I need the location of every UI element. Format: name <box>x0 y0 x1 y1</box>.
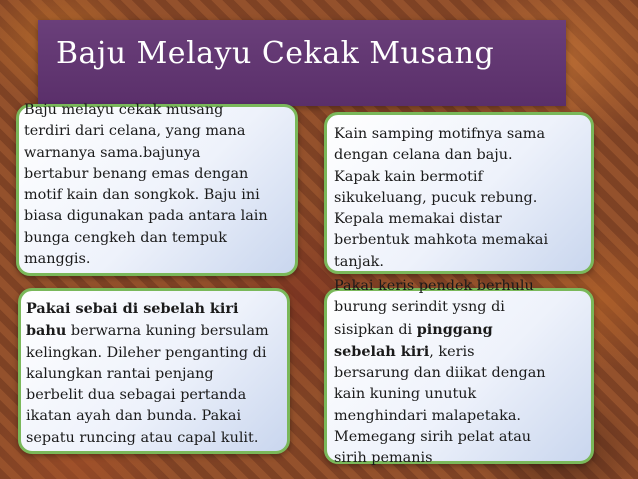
card-keris-text-before: Pakai keris pendek berhulu burung serindit ysng di sisipkan di <box>334 278 534 338</box>
card-sebai-rest: berwarna kuning bersulam kelingkan. Dileher penganting di kalungkan rantai penjang berbelit dua sebagai pertanda ikatan ayah dan bunda. Pakai sepatu runcing atau capal kulit. <box>26 323 269 446</box>
card-sebai-text <box>26 298 288 449</box>
card-keris-text-after: , keris bersarung dan diikat dengan kain kuning unutuk menghindari malapetaka. Memegang sirih pelat atau sirih pemanis <box>334 343 546 467</box>
card-baju-text: Baju melayu cekak musang terdiri dari celana, yang mana warnanya sama.bajunya bertabur benang emas dengan motif kain dan songkok. Baju ini biasa digunakan pada antara lain bunga cengkeh dan tempuk manggis. <box>24 102 268 268</box>
card-keris-bold: pinggang sebelah kiri <box>334 320 493 360</box>
card-kain-samping-text: Kain samping motifnya sama dengan celana dan baju. Kapak kain bermotif sikukeluang, pucuk rebung. Kepala memakai distar berbentuk mahkota memakai tanjak. <box>334 126 549 270</box>
card-keris-text <box>334 276 592 470</box>
card-sebai-bold: Pakai sebai di sebelah kiri bahu <box>26 300 239 340</box>
slide-title: Baju Melayu Cekak Musang <box>56 36 495 71</box>
